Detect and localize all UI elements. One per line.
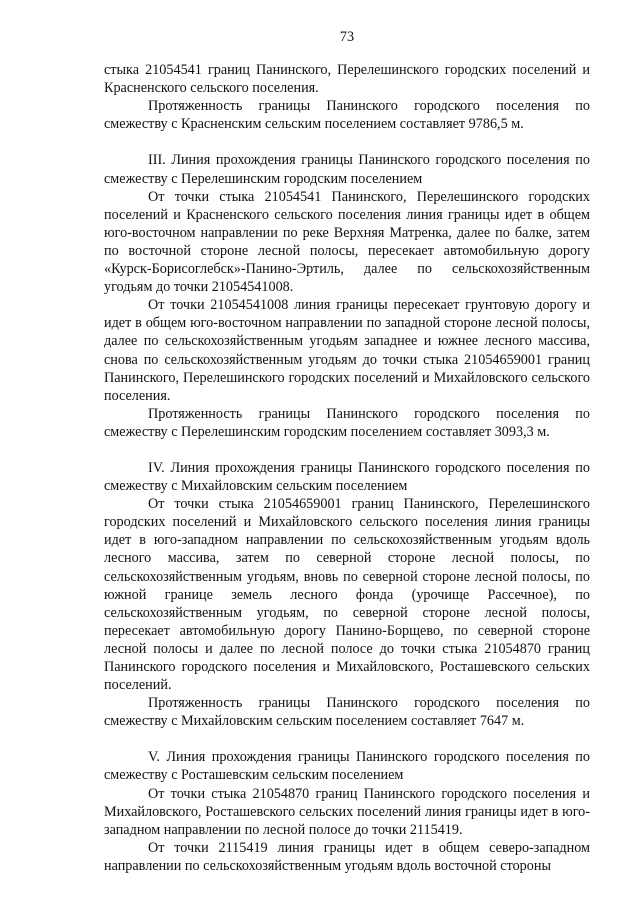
paragraph: От точки стыка 21054541 Панинского, Перелешинского городских поселений и Красненского сельского поселения линия границы идет в общем юго-восточном направлении по реке Верхняя Матренка, далее по балке, затем по восточной стороне лесной полосы, пересекает автомобильную дорогу «Курск-Борисоглебск»-Панино-Эртиль, далее по сельскохозяйственным угодьям до точки 21054541008. <box>104 188 590 296</box>
paragraph: стыка 21054541 границ Панинского, Перелешинского городских поселений и Красненского сельского поселения. <box>104 62 590 97</box>
paragraph: Протяженность границы Панинского городского поселения по смежеству с Перелешинским городским поселением составляет 3093,3 м. <box>104 405 590 440</box>
section-gap <box>104 133 590 151</box>
section-gap <box>104 441 590 459</box>
paragraph: От точки 21054541008 линия границы пересекает грунтовую дорогу и идет в общем юго-восточном направлении по западной стороне лесной полосы, далее по сельскохозяйственным угодьям западнее и южнее лесного массива, снова по сельскохозяйственным угодьям до точки стыка 21054659001 границ Панинского, Перелешинского городских поселений и Михайловского сельского поселения. <box>104 297 590 404</box>
section-gap <box>104 730 590 748</box>
paragraph: Протяженность границы Панинского городского поселения по смежеству с Михайловским сельским поселением составляет 7647 м. <box>104 695 590 730</box>
paragraph: Протяженность границы Панинского городского поселения по смежеству с Красненским сельским поселением составляет 9786,5 м. <box>104 98 590 133</box>
paragraph: От точки стыка 21054870 границ Панинского городского поселения и Михайловского, Росташевского сельских поселений линия границы идет в юго-западном направлении по лесной полосе до точки 2115419. <box>104 785 590 838</box>
paragraph: От точки стыка 21054659001 границ Панинского, Перелешинского городских поселений и Михайловского сельского поселения линия границы идет в юго-западном направлении по сельскохозяйственным угодьям вдоль лесного массива, затем по северной стороне лесной полосы, по сельскохозяйственным угодьям, вновь по северной стороне лесной полосы, по южной границе земель лесного фонда (урочище Рассечное), по сельскохозяйственным угодьям, по северной стороне лесной полосы, пересекает автомобильную дорогу Панино-Борщево, по северной стороне лесной полосы и далее по лесной полосе до точки стыка 21054870 границ Панинского городского поселения и Михайловского, Росташевского сельских поселений. <box>104 496 590 694</box>
paragraph: От точки 2115419 линия границы идет в общем северо-западном направлении по сельскохозяйственным угодьям вдоль восточной стороны <box>104 839 590 874</box>
document-page <box>104 28 590 875</box>
section-heading: V. Линия прохождения границы Панинского городского поселения по смежеству с Росташевским сельским поселением <box>104 749 590 784</box>
section-heading: IV. Линия прохождения границы Панинского городского поселения по смежеству с Михайловским сельским поселением <box>104 459 590 495</box>
document-body <box>104 61 590 875</box>
section-heading: III. Линия прохождения границы Панинского городского поселения по смежеству с Перелешинским городским поселением <box>104 152 590 187</box>
page-number: 73 <box>339 29 355 45</box>
